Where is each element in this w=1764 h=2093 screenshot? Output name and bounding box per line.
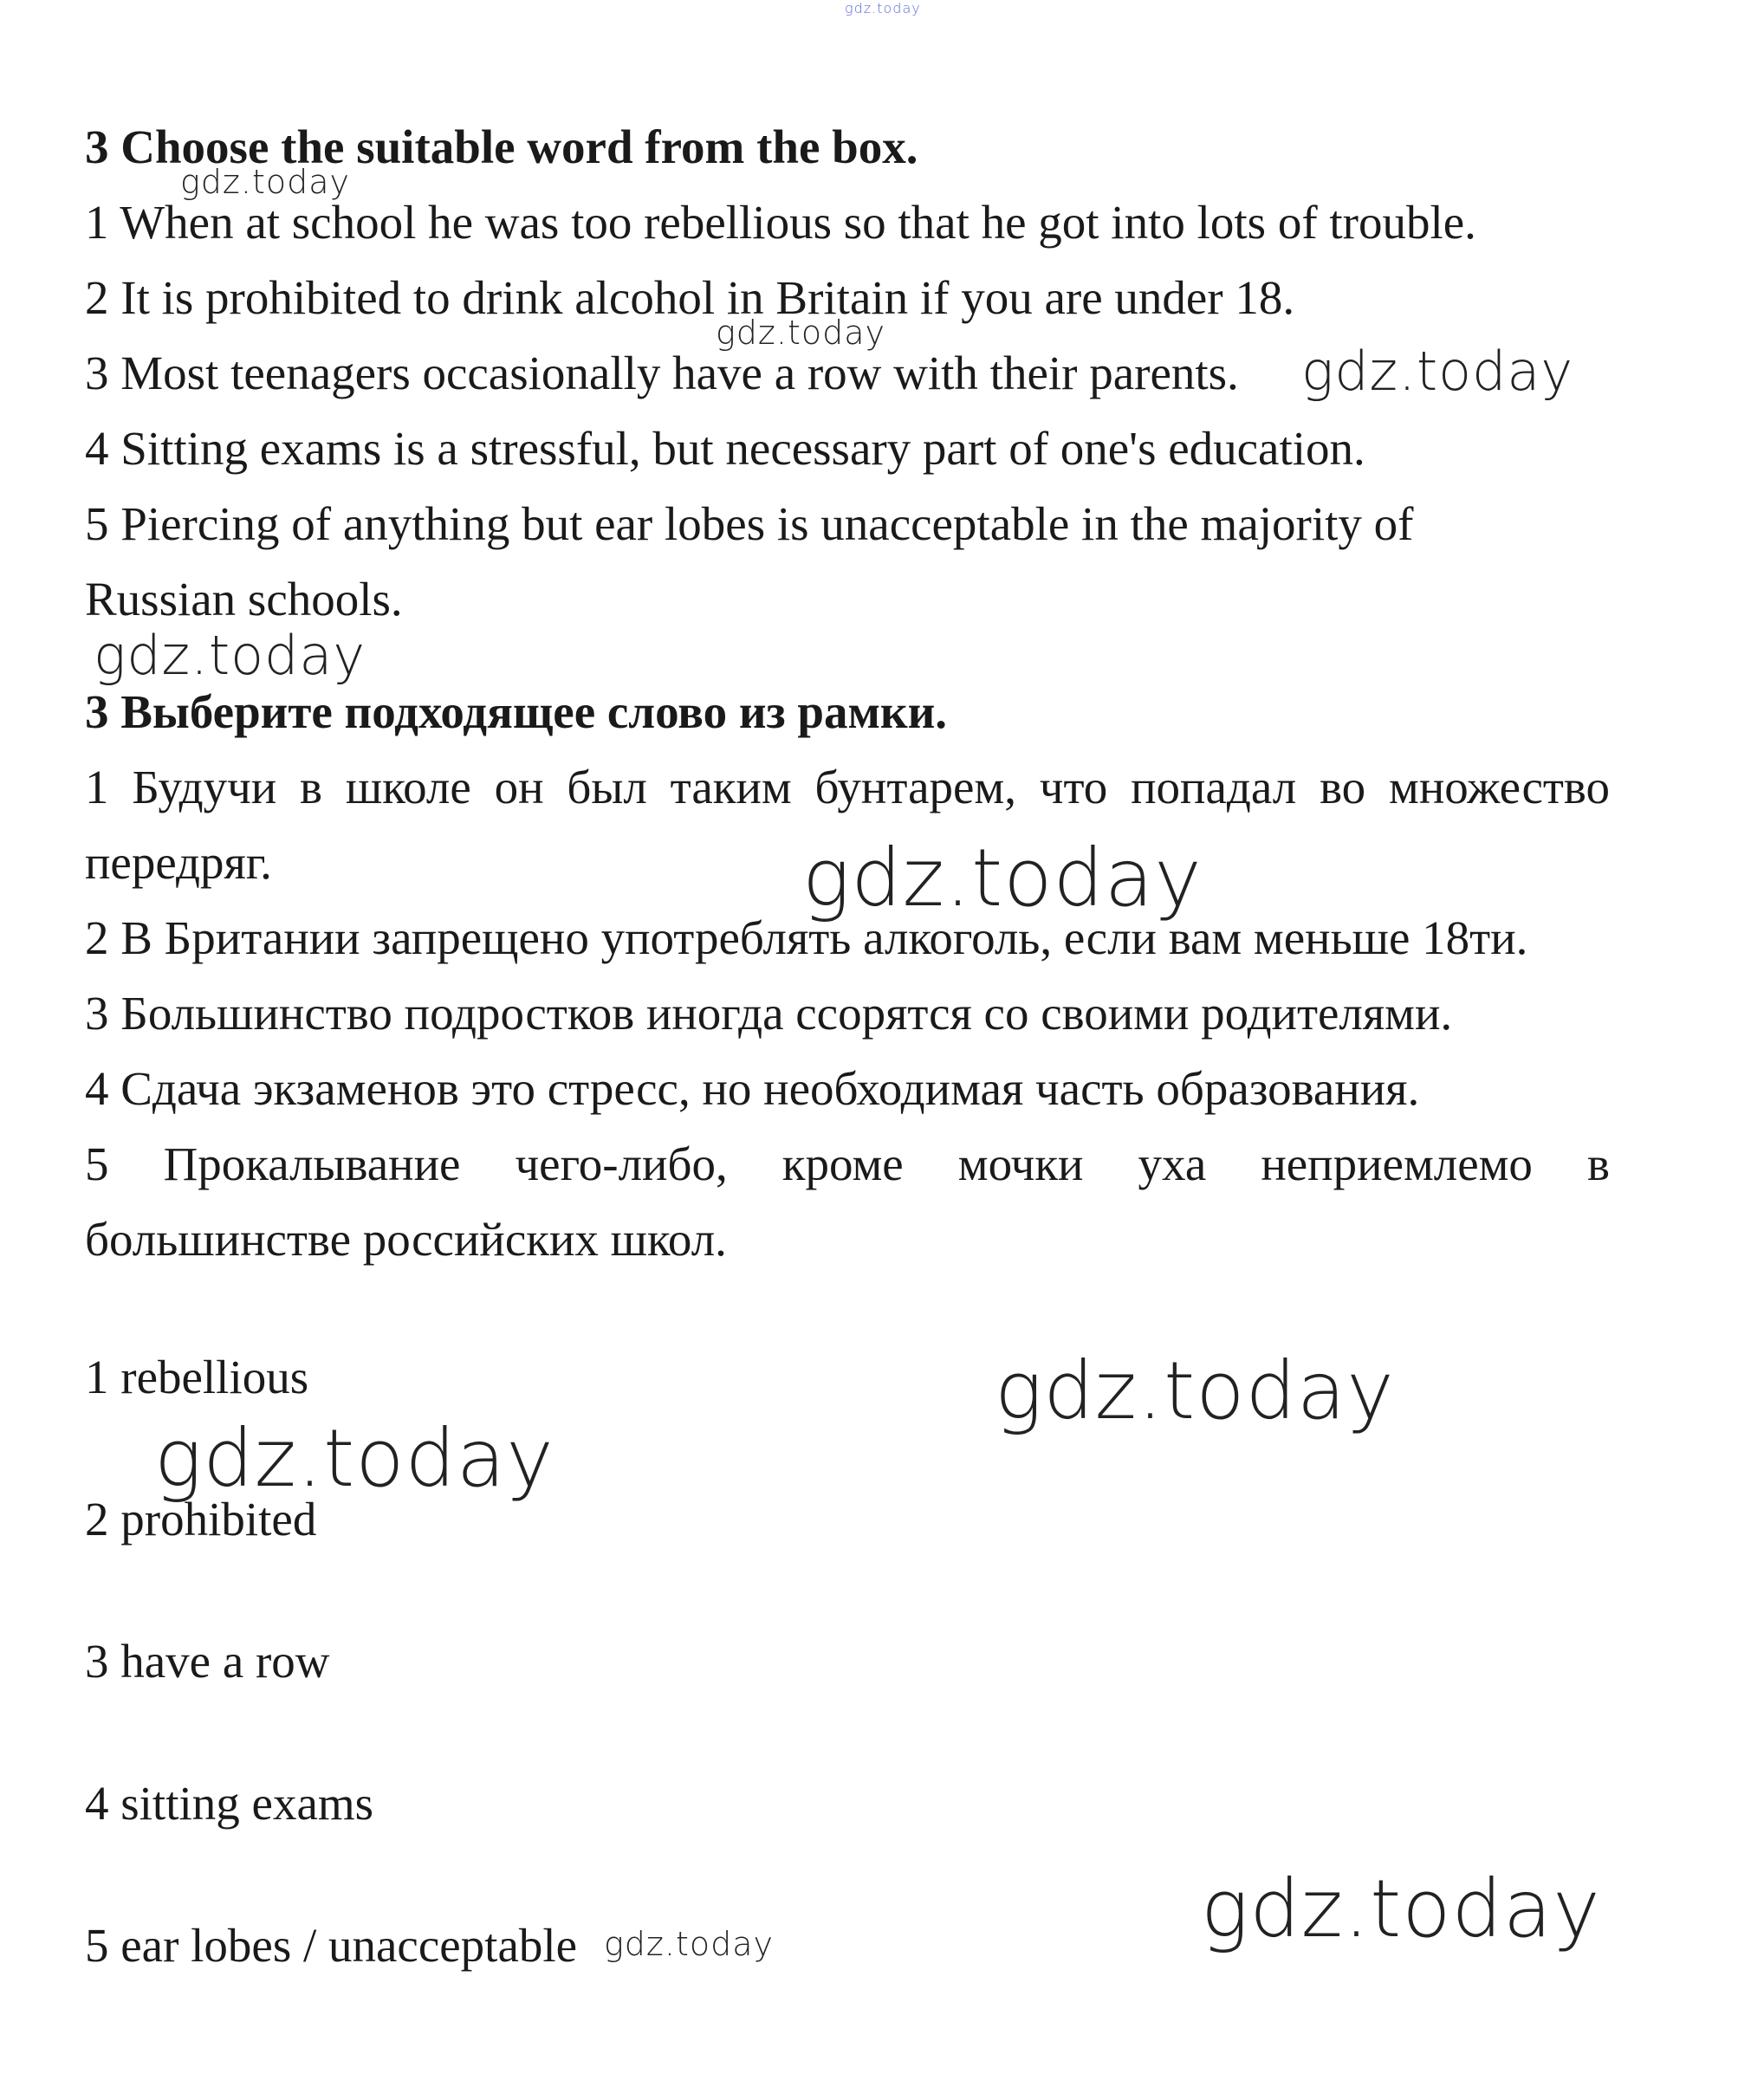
watermark-7: gdz.today — [154, 1412, 554, 1505]
english-heading: 3 Choose the suitable word from the box. — [85, 120, 918, 173]
watermark-6: gdz.today — [995, 1345, 1395, 1437]
english-line-6: Russian schools. — [85, 573, 403, 625]
russian-line-6: 5 Прокалывание чего-либо, кроме мочки уха неприемлемо в — [85, 1137, 1610, 1190]
answer-3: 3 have a row — [85, 1635, 330, 1688]
russian-line-5: 4 Сдача экзаменов это стресс, но необходимая часть образования. — [85, 1062, 1420, 1115]
english-line-5: 5 Piercing of anything but ear lobes is unacceptable in the majority of — [85, 497, 1414, 550]
watermark-4: gdz.today — [94, 624, 366, 687]
answer-5: 5 ear lobes / unacceptable — [85, 1919, 578, 1972]
english-line-4: 4 Sitting exams is a stressful, but necessary part of one's education. — [85, 422, 1365, 475]
watermark-5: gdz.today — [802, 832, 1203, 924]
watermark-8: gdz.today — [1201, 1863, 1601, 1955]
russian-line-1: 1 Будучи в школе он был таким бунтарем, что попадал во множество — [85, 761, 1610, 813]
russian-line-7: большинстве российских школ. — [85, 1213, 727, 1266]
watermark-9: gdz.today — [604, 1925, 774, 1963]
answer-2: 2 prohibited — [85, 1493, 317, 1545]
russian-line-4: 3 Большинство подростков иногда ссорятся со своими родителями. — [85, 987, 1453, 1040]
answer-4: 4 sitting exams — [85, 1777, 374, 1830]
watermark-3: gdz.today — [1301, 340, 1574, 403]
english-line-1: 1 When at school he was too rebellious so that he got into lots of trouble. — [85, 196, 1476, 249]
answer-1: 1 rebellious — [85, 1351, 309, 1403]
watermark-2: gdz.today — [716, 314, 885, 352]
russian-line-3: 2 В Британии запрещено употреблять алкоголь, если вам меньше 18ти. — [85, 911, 1528, 964]
russian-line-2: передряг. — [85, 836, 272, 889]
watermark-1: gdz.today — [180, 163, 350, 201]
watermark-top: gdz.today — [845, 0, 921, 16]
english-line-2: 2 It is prohibited to drink alcohol in Britain if you are under 18. — [85, 271, 1295, 324]
english-line-3: 3 Most teenagers occasionally have a row with their parents. — [85, 347, 1239, 399]
russian-heading: 3 Выберите подходящее слово из рамки. — [85, 685, 948, 738]
